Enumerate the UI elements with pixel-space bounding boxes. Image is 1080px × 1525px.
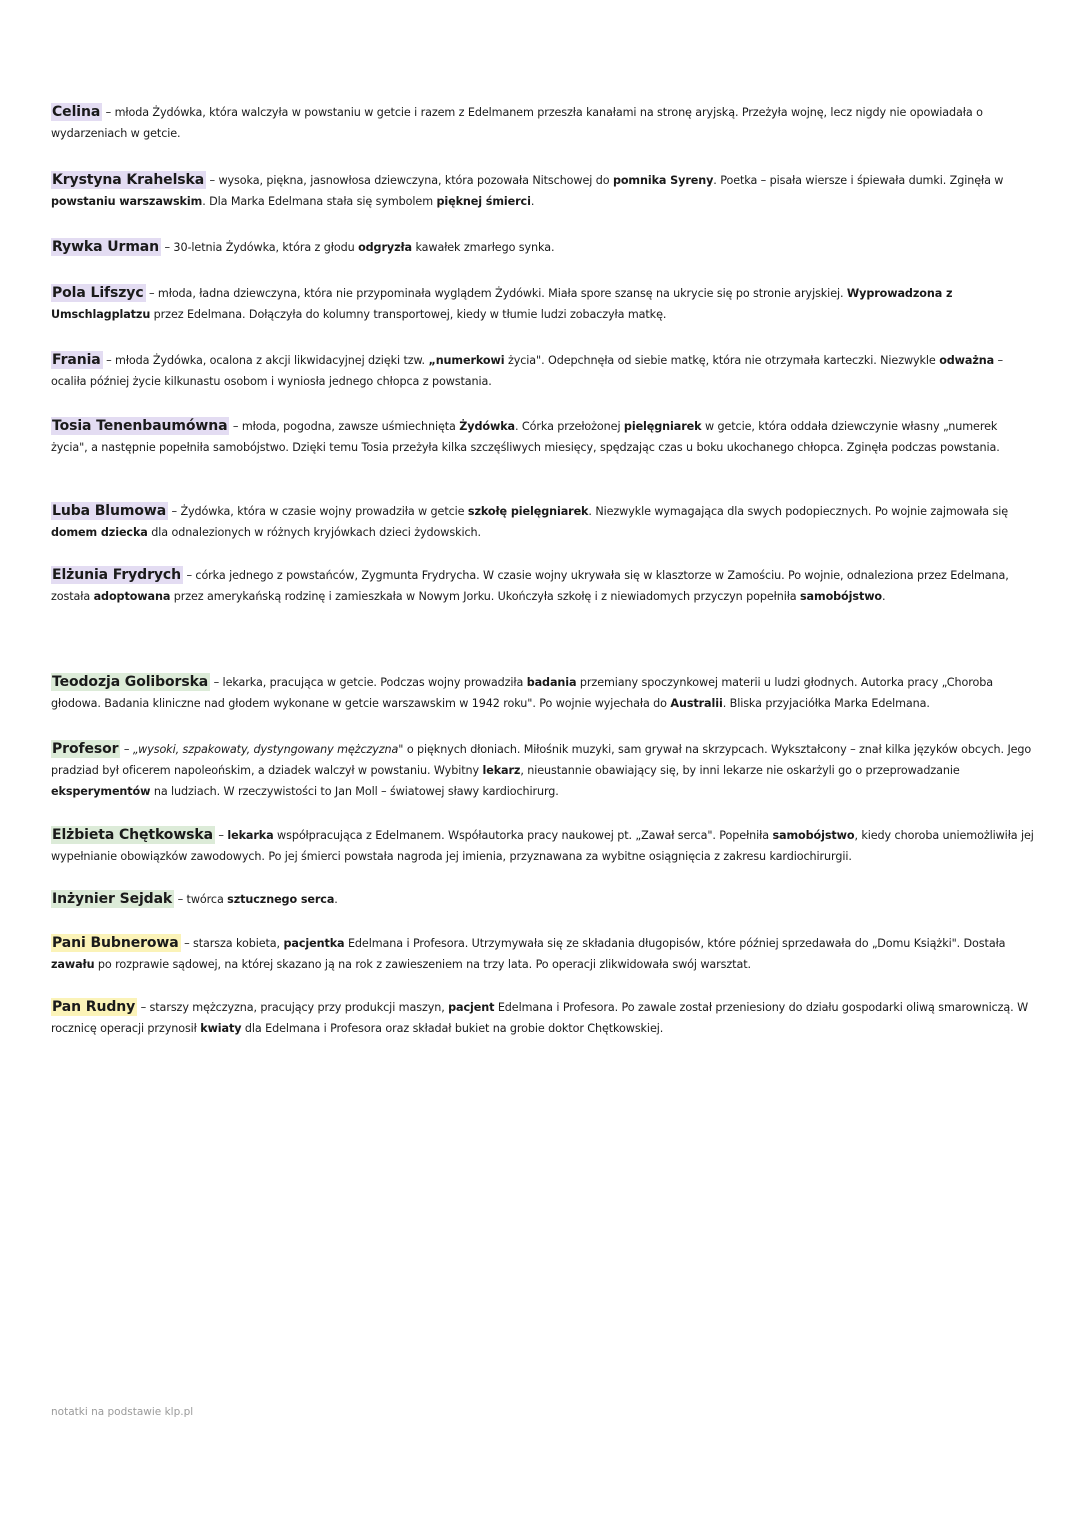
- character-name: Elżbieta Chętkowska: [52, 827, 213, 843]
- character-entry-frania: [51, 350, 1036, 392]
- description-text: – młoda, pogodna, zawsze uśmiechnięta: [229, 420, 460, 433]
- description-text: . Poetka – pisała wiersze i śpiewała dumki. Zginęła w: [713, 174, 1004, 187]
- character-name: Krystyna Krahelska: [52, 172, 205, 188]
- description-text: dla odnalezionych w różnych kryjówkach dzieci żydowskich.: [147, 526, 481, 539]
- keyword: pomnika Syreny: [612, 174, 714, 187]
- keyword: pielęgniarek: [623, 420, 702, 433]
- keyword: pacjentka: [283, 937, 345, 950]
- keyword: eksperymentów: [51, 785, 151, 798]
- character-entry-blumowa: [51, 501, 1036, 543]
- character-name: Rywka Urman: [52, 239, 160, 255]
- description-text: przez Edelmana. Dołączyła do kolumny transportowej, kiedy w tłumie ludzi zobaczyła matkę.: [150, 308, 667, 321]
- description-text: po rozprawie sądowej, na której skazano ją na rok z zawieszeniem na trzy lata. Po operacji zlikwidowała swój warsztat.: [94, 958, 751, 971]
- character-name: Pan Rudny: [52, 999, 136, 1015]
- description-text: współpracująca z Edelmanem. Współautorka pracy naukowej pt. „Zawał serca". Popełniła: [273, 829, 773, 842]
- description-text: – lekarka, pracująca w getcie. Podczas wojny prowadziła: [210, 676, 527, 689]
- description-text: – wysoka, piękna, jasnowłosa dziewczyna, która pozowała Nitschowej do: [206, 174, 613, 187]
- description-text: – młoda, ładna dziewczyna, która nie przypominała wyglądem Żydówki. Miała spore szansę na ukrycie się po stronie aryjskiej.: [145, 287, 847, 300]
- character-entry-krahelska: [51, 170, 1036, 212]
- description-text: .: [334, 893, 338, 906]
- description-text: . Dla Marka Edelmana stała się symbolem: [202, 195, 437, 208]
- description-text: o pięknych dłoniach. Miłośnik muzyki, sam grywał na skrzypcach. Wykształcony – znał kilka języków obcych. Jego pradziad był oficerem napoleońskim, a dziadek walczył w powstaniu. Wybitny: [51, 743, 1032, 777]
- description-text: – młoda Żydówka, ocalona z akcji likwidacyjnej dzięki tzw.: [102, 354, 429, 367]
- keyword: kwiaty: [200, 1022, 242, 1035]
- keyword: sztucznego serca: [227, 893, 335, 906]
- keyword: samobójstwo: [800, 590, 883, 603]
- character-entry-celina: [51, 102, 1036, 144]
- description-text: – Żydówka, która w czasie wojny prowadziła w getcie: [168, 505, 468, 518]
- keyword: samobójstwo: [772, 829, 855, 842]
- description-text: .: [882, 590, 886, 603]
- description-text: – starsza kobieta,: [180, 937, 284, 950]
- character-name: Inżynier Sejdak: [52, 891, 173, 907]
- character-name: Elżunia Frydrych: [52, 567, 181, 583]
- description-text: w getcie, która oddała dziewczynie własny „numerek życia", a następnie popełniła samobójstwo. Dzięki temu Tosia przeżyła kilka szczęśliwych miesięcy, spędzając czas u boku ukochanego chłopca. Zginęła podczas powstania.: [51, 420, 1000, 454]
- character-name: Luba Blumowa: [52, 503, 167, 519]
- character-entry-chetkowska: [51, 825, 1036, 867]
- character-entry-sejdak: [51, 889, 1036, 910]
- keyword: adoptowana: [93, 590, 171, 603]
- keyword: pacjent: [448, 1001, 495, 1014]
- description-text: . Córka przełożonej: [515, 420, 624, 433]
- description-text: przez amerykańską rodzinę i zamieszkała w Nowym Jorku. Ukończyła szkołę i z niewiadomych przyczyn popełniła: [170, 590, 800, 603]
- description-text: na ludziach. W rzeczywistości to Jan Moll – światowej sławy kardiochirurg.: [150, 785, 559, 798]
- description-text: – córka jednego z powstańców, Zygmunta Frydrycha. W czasie wojny ukrywała się w klasztorze w Zamościu. Po wojnie, odnaleziona przez Edelmana, została: [51, 569, 1009, 603]
- description-text: – ocaliła później życie kilkunastu osobom i wyniosła jednego chłopca z powstania.: [51, 354, 1004, 388]
- keyword: zawału: [51, 958, 95, 971]
- description-text: życia". Odepchnęła od siebie matkę, która nie otrzymała karteczki. Niezwykle: [504, 354, 940, 367]
- description-text: –: [214, 829, 228, 842]
- description-text: – 30-letnia Żydówka, która z głodu: [161, 241, 359, 254]
- description-text: .: [530, 195, 535, 208]
- keyword: lekarz: [482, 764, 521, 777]
- description-text: , nieustannie obawiający się, by inni lekarze nie oskarżyli go o przeprowadzanie: [520, 764, 960, 777]
- character-entry-tenenbaumowna: [51, 416, 1036, 458]
- keyword: Australii: [670, 697, 723, 710]
- description-text: – starszy mężczyzna, pracujący przy produkcji maszyn,: [137, 1001, 449, 1014]
- keyword: Wyprowadzona z Umschlagplatzu: [51, 287, 953, 321]
- character-entry-lifszyc: [51, 283, 1036, 325]
- description-text: dla Edelmana i Profesora oraz składał bukiet na grobie doktor Chętkowskiej.: [241, 1022, 664, 1035]
- character-name: Tosia Tenenbaumówna: [52, 418, 228, 434]
- description-text: . Niezwykle wymagająca dla swych podopiecznych. Po wojnie zajmowała się: [588, 505, 1009, 518]
- keyword: lekarka: [227, 829, 274, 842]
- keyword: powstaniu warszawskim: [51, 195, 203, 208]
- character-name: Frania: [52, 352, 101, 368]
- character-name: Teodozja Goliborska: [52, 674, 209, 690]
- description-text: kawałek zmarłego synka.: [412, 241, 555, 254]
- description-text: . Bliska przyjaciółka Marka Edelmana.: [722, 697, 930, 710]
- description-text: , kiedy choroba uniemożliwiła jej wypełnianie obowiązków zawodowych. Po jej śmierci powstała nagroda jej imienia, przyznawana za wybitne osiągnięcia z zakresu kardiochirurgii.: [51, 829, 1034, 863]
- description-text: Edelmana i Profesora. Utrzymywała się ze składania długopisów, które później sprzedawała do „Domu Książki". Dostała: [344, 937, 1006, 950]
- keyword: Żydówka: [459, 420, 516, 433]
- description-text: – młoda Żydówka, która walczyła w powstaniu w getcie i razem z Edelmanem przeszła kanałami na stronę aryjską. Przeżyła wojnę, lecz nigdy nie opowiadała o wydarzeniach w getcie.: [51, 106, 983, 140]
- description-text: –: [120, 743, 133, 756]
- character-entry-rudny: [51, 997, 1036, 1039]
- footer-source-note: notatki na podstawie klp.pl: [51, 1406, 194, 1418]
- keyword: odgryzła: [358, 241, 412, 254]
- description-text: przemiany spoczynkowej materii u ludzi głodnych. Autorka pracy „Choroba głodowa. Badania kliniczne nad głodem wykonane w getcie warszawskim w 1942 roku". Po wojnie wyjechała do: [51, 676, 993, 710]
- keyword: pięknej śmierci: [436, 195, 531, 208]
- character-name: Pani Bubnerowa: [52, 935, 179, 951]
- keyword: badania: [526, 676, 577, 689]
- character-name: Pola Lifszyc: [52, 285, 144, 301]
- character-entry-bubnerowa: [51, 933, 1036, 975]
- keyword: szkołę pielęgniarek: [467, 505, 589, 518]
- description-text: Edelmana i Profesora. Po zawale został przeniesiony do działu gospodarki oliwą smarowniczą. W rocznicę operacji przynosił: [51, 1001, 1029, 1035]
- keyword: domem dziecka: [51, 526, 148, 539]
- quote-text: „wysoki, szpakowaty, dystyngowany mężczyzna": [132, 743, 404, 756]
- character-name: Celina: [52, 104, 101, 120]
- character-name: Profesor: [52, 741, 119, 757]
- keyword: „numerkowi: [428, 354, 505, 367]
- character-entry-goliborska: [51, 672, 1036, 714]
- character-entry-frydrych: [51, 565, 1036, 607]
- character-entry-urman: [51, 237, 1036, 258]
- character-entry-profesor: [51, 739, 1036, 802]
- description-text: – twórca: [174, 893, 228, 906]
- keyword: odważna: [939, 354, 995, 367]
